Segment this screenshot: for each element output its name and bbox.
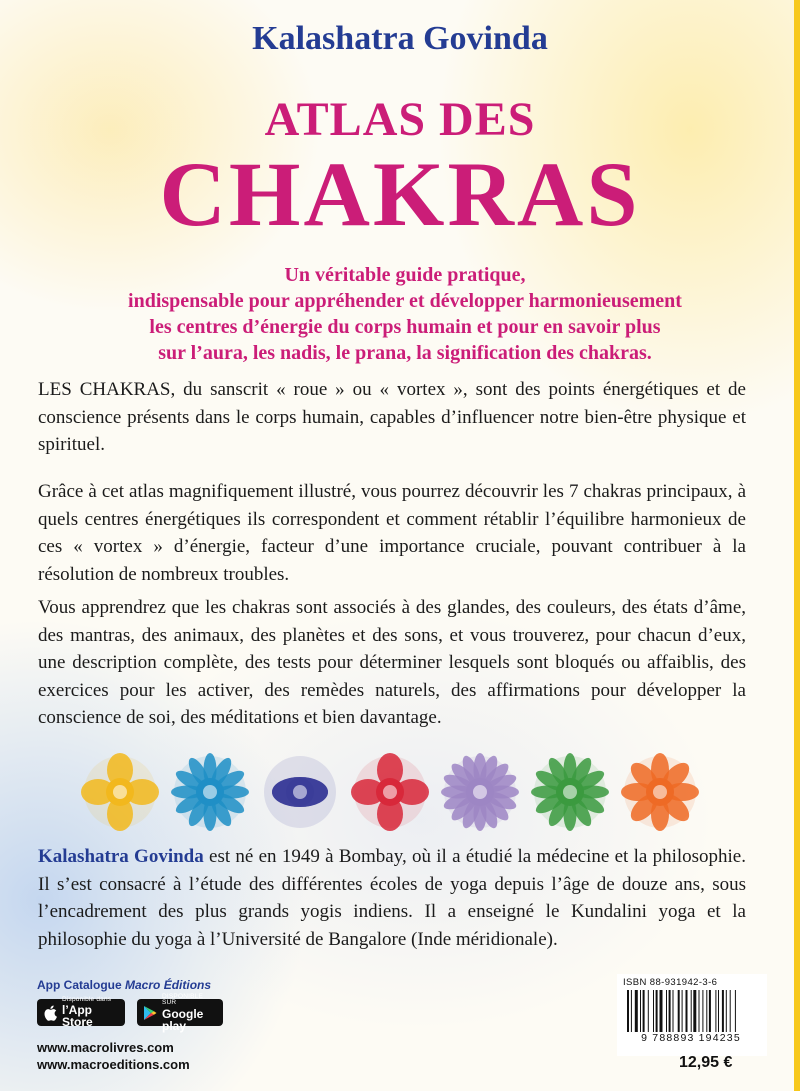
description-paragraph-1: LES CHAKRAS, du sanscrit « roue » ou « vortex », sont des points énergétiques et de conscience présents dans le corps humain, capables d’influencer notre bien-être physique et spirituel. <box>38 379 746 455</box>
title-line-1: ATLAS DES <box>264 93 536 146</box>
chakra-symbol-icon <box>80 752 160 832</box>
tagline-line: les centres d’énergie du corps humain et pour en savoir plus <box>149 316 661 338</box>
tagline-line: indispensable pour appréhender et développer harmonieusement <box>128 290 682 312</box>
app-store-badge[interactable] <box>37 995 125 1030</box>
app-catalogue-label <box>37 978 211 992</box>
website-link-2[interactable]: www.macroeditions.com <box>37 1057 190 1072</box>
description-paragraph-3: Vous apprendrez que les chakras sont associés à des glandes, des couleurs, des états d’âme, des mantras, des animaux, des planètes et des sons, et vous trouverez, pour chacun d’eux, une description complète, des tests pour déterminer lesquels sont bloqués ou affaiblis, des exercices pour les activer, des remèdes naturels, des affirmations pour développer la conscience de soi, des méditations et bien davantage. <box>38 597 746 728</box>
chakra-symbol-icon <box>620 752 700 832</box>
google-play-badge[interactable] <box>137 992 223 1033</box>
gplay-small-text: DISPONIBLE SUR <box>162 992 204 1006</box>
barcode-icon <box>627 990 765 1032</box>
chakra-symbol-icon <box>170 752 250 832</box>
bio-text: est né en 1949 à Bombay, où il a étudié la médecine et la philosophie. Il s’est consacré à l’étude des différentes écoles de yoga depuis l’âge de douze ans, sous l’encadrement des plus grands yogis indiens. Il a enseigné le Kundalini yoga et la philosophie du yoga à l’Université de Bangalore (Inde méridionale). <box>38 846 746 950</box>
apple-icon <box>43 1004 57 1022</box>
gplay-big-text: Google play <box>162 1006 204 1033</box>
chakra-symbol-icon <box>260 752 340 832</box>
author-bio <box>38 843 746 953</box>
title-line-2: CHAKRAS <box>159 143 641 245</box>
google-play-icon <box>143 1004 157 1022</box>
appstore-small-text: Disponible dans <box>62 995 112 1003</box>
tagline-line: sur l’aura, les nadis, le prana, la signification des chakras. <box>158 342 652 364</box>
website-link-1[interactable]: www.macrolivres.com <box>37 1040 174 1055</box>
price: 12,95 € <box>679 1054 733 1071</box>
chakra-symbols-row <box>80 752 700 832</box>
app-catalogue-prefix: App Catalogue <box>37 978 126 992</box>
ean-number: 9 788893 194235 <box>641 1032 741 1044</box>
author-name: Kalashatra Govinda <box>252 20 548 57</box>
isbn-number: ISBN 88-931942-3-6 <box>623 977 718 988</box>
chakra-symbol-icon <box>530 752 610 832</box>
tagline-line: Un véritable guide pratique, <box>284 264 526 286</box>
appstore-big-text: l’App Store <box>62 1003 93 1030</box>
chakra-symbol-icon <box>350 752 430 832</box>
chakra-symbol-icon <box>440 752 520 832</box>
bio-author-name: Kalashatra Govinda <box>38 846 204 867</box>
app-catalogue-brand: Macro Éditions <box>125 978 212 992</box>
tagline <box>60 262 750 366</box>
description-paragraph-2: Grâce à cet atlas magnifiquement illustré, vous pourrez découvrir les 7 chakras principaux, à quels centres énergétiques ils correspondent et comment rétablir l’équilibre harmonieux de ces « vortex » d’énergie, facteur d’une importance cruciale, pouvant contribuer à la résolution de nombreux troubles. <box>38 481 746 585</box>
